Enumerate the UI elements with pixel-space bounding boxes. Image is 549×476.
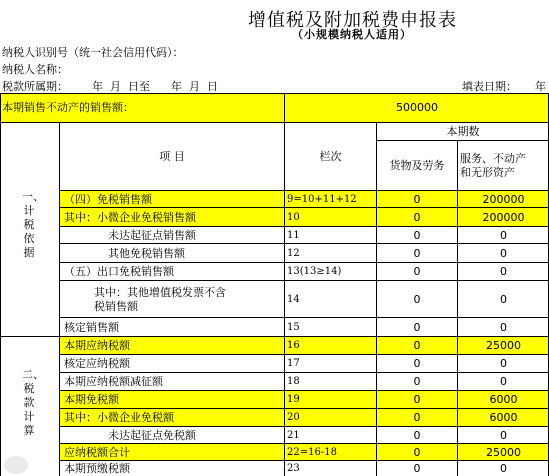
- grid-line-h: [0, 93, 549, 94]
- grid-line-h: [60, 317, 549, 318]
- period-value: 年 月 日至 年 月 日: [92, 80, 218, 93]
- grid-line-h: [60, 426, 549, 427]
- row-item-label: 本期免税额: [60, 391, 284, 409]
- row-column-number: 21: [287, 429, 300, 441]
- row-item-label: 未达起征点销售额: [108, 228, 196, 242]
- period-label: 税款所属期：: [2, 80, 68, 93]
- row-services-value: 0: [500, 265, 507, 278]
- row-goods-value: 0: [377, 191, 457, 208]
- header-goods: 货物及劳务: [389, 159, 445, 172]
- grid-line-h: [0, 336, 60, 337]
- row-goods-value: 0: [413, 292, 421, 306]
- taxpayer-name-label: 纳税人名称：: [2, 63, 68, 76]
- grid-line-h: [60, 190, 549, 191]
- row-column-number: 9=10+11+12: [285, 191, 376, 208]
- row-item-label: （五）出口免税销售额: [64, 265, 174, 278]
- row-services-value: 0: [500, 320, 507, 334]
- row-item-label: 应纳税额合计: [60, 444, 284, 461]
- row-services-value: 0: [500, 246, 507, 260]
- grid-line-h: [60, 226, 549, 227]
- grid-line-h: [60, 262, 549, 263]
- row-item-label: 本期应纳税额: [60, 337, 284, 355]
- row-item-label: 本期预缴税额: [64, 461, 130, 475]
- row-services-value: 0: [500, 375, 507, 388]
- grid-line-v: [59, 122, 60, 476]
- row-item-line2: 税销售额: [94, 299, 138, 313]
- row-column-number: 13(13≥14): [287, 266, 342, 277]
- row-item-label: 其中：小微企业免税销售额: [60, 208, 284, 227]
- header-column: 栏次: [319, 150, 342, 163]
- grid-line-h: [60, 336, 549, 337]
- row-column-number: 19: [285, 391, 376, 409]
- grid-line-h: [60, 390, 549, 391]
- row-item-label: 其他免税销售额: [108, 246, 185, 260]
- row-services-value: 0: [500, 292, 507, 306]
- row-goods-value: 0: [413, 375, 421, 388]
- fill-date-value: 年: [535, 80, 546, 93]
- row-item-label: 其中：小微企业免税额: [60, 409, 284, 427]
- row-column-number: 16: [285, 337, 376, 355]
- row-goods-value: 0: [413, 461, 421, 475]
- row-goods-value: 0: [377, 391, 457, 409]
- form-subtitle: （小规模纳税人适用）: [292, 28, 412, 41]
- row-services-value: 0: [500, 357, 507, 370]
- row-column-number: 14: [287, 293, 300, 305]
- row-goods-value: 0: [413, 357, 421, 370]
- row-services-value: 6000: [458, 409, 549, 427]
- grid-line-h: [60, 460, 549, 461]
- real-estate-label: 本期销售不动产的销售额：: [0, 94, 284, 122]
- header-services-line1: 服务、不动产: [460, 152, 526, 165]
- row-goods-value: 0: [413, 228, 421, 242]
- row-services-value: 25000: [458, 444, 549, 461]
- row-item-line1: 其中：其他增值税发票不含: [94, 285, 226, 299]
- row-services-value: 200000: [458, 191, 549, 208]
- row-services-value: 0: [500, 428, 507, 442]
- grid-line-h: [60, 354, 549, 355]
- grid-line-h: [60, 408, 549, 409]
- row-services-value: 200000: [458, 208, 549, 227]
- row-item-label: 核定销售额: [64, 320, 119, 334]
- grid-line-v: [457, 140, 458, 476]
- row-goods-value: 0: [377, 409, 457, 427]
- header-services-line2: 和无形资产: [460, 166, 515, 179]
- row-column-number: 15: [287, 321, 300, 333]
- grid-line-h: [60, 443, 549, 444]
- row-goods-value: 0: [413, 265, 421, 278]
- grid-line-v: [284, 93, 285, 476]
- row-goods-value: 0: [377, 208, 457, 227]
- row-item-label: 本期应纳税额减征额: [64, 375, 163, 388]
- row-services-value: 25000: [458, 337, 549, 355]
- real-estate-value: 500000: [285, 94, 549, 122]
- grid-line-v: [0, 93, 1, 476]
- row-column-number: 18: [287, 376, 300, 387]
- form-title: 增值税及附加税费申报表: [248, 10, 457, 31]
- row-item-label: 核定应纳税额: [64, 357, 130, 370]
- row-goods-value: 0: [413, 428, 421, 442]
- fill-date-label: 填表日期：: [462, 80, 517, 93]
- header-item: 项 目: [159, 150, 185, 163]
- row-column-number: 10: [285, 208, 376, 227]
- grid-line-h: [60, 243, 549, 244]
- row-goods-value: 0: [413, 246, 421, 260]
- row-item-label: （四）免税销售额: [60, 191, 284, 208]
- row-column-number: 22=16-18: [285, 444, 376, 461]
- row-column-number: 23: [287, 462, 300, 474]
- row-column-number: 17: [287, 358, 300, 369]
- row-column-number: 11: [287, 229, 300, 241]
- header-current-period: 本期数: [446, 124, 480, 138]
- row-item-label: 未达起征点免税额: [108, 428, 196, 442]
- grid-line-h: [60, 207, 549, 208]
- header-services: [460, 141, 549, 191]
- grid-line-v: [376, 122, 377, 476]
- grid-line-h: [377, 140, 549, 141]
- section-tax-basis: 一、计税依据: [22, 190, 44, 259]
- row-services-value: 0: [500, 461, 507, 475]
- row-goods-value: 0: [413, 320, 421, 334]
- row-goods-value: 0: [377, 444, 457, 461]
- taxpayer-id-label: 纳税人识别号（统一社会信用代码）：: [2, 46, 184, 59]
- grid-line-h: [60, 372, 549, 373]
- row-goods-value: 0: [377, 337, 457, 355]
- watermark-blob: [4, 456, 28, 474]
- grid-line-h: [60, 280, 549, 281]
- row-services-value: 6000: [458, 391, 549, 409]
- grid-line-h: [0, 122, 549, 123]
- row-item-label: [60, 281, 284, 318]
- row-column-number: 20: [285, 409, 376, 427]
- row-services-value: 0: [500, 228, 507, 242]
- row-column-number: 12: [287, 247, 300, 259]
- section-tax-calculation: 二、税款计算: [22, 368, 44, 437]
